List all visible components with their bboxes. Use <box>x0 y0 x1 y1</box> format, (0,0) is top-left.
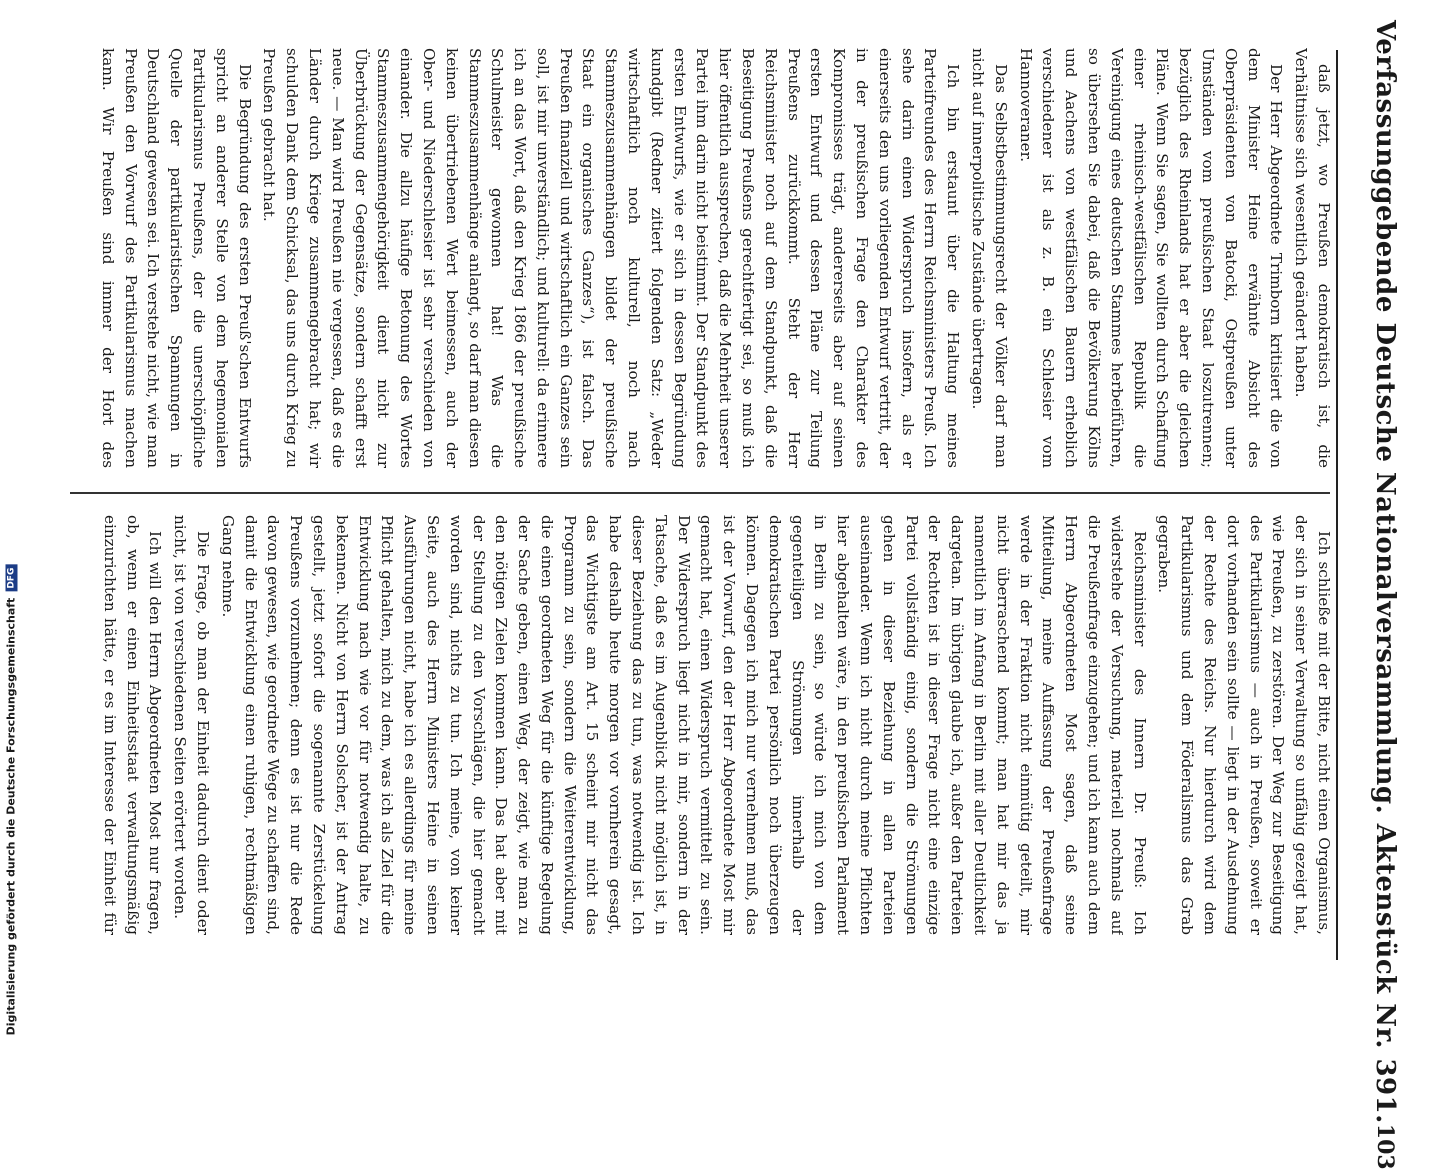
paragraph: Ich schließe mit der Bitte, nicht einen Organismus, der sich in seiner Verwaltung so unfähig gezeigt hat, wie Preußen, zu zerstören. Der Weg zur Beseitigung des Partikularismus — auch in Preußen, soweit er dort vorhanden sein sollte — liegt in der Ausdehnung der Rechte des Reichs. Nur hierdurch wird dem Partikularismus und dem Föderalismus das Grab gegraben. <box>1155 515 1333 935</box>
header-title: Verfassunggebende Deutsche Nationalversammlung. Aktenstück Nr. 391. <box>1370 20 1400 1124</box>
page-number: 103 <box>1372 1123 1398 1170</box>
paragraph: Der Herr Abgeordnete Trimborn kritisiert die von dem Minister Heine erwähnte Absicht des Oberpräsidenten von Batocki, Ostpreußen unter Umständen vom preußischen Staat loszutrennen; bezüglich des Rheinlands hat er aber die gleichen Pläne. Wenn Sie sagen, Sie wollten durch Schaffung einer rheinisch-westfälischen Republik die Vereinigung eines deutschen Stammes herbeiführen, so übersehen Sie dabei, daß die Bevölkerung Kölns und Aachens von westfälischen Bauern erheblich verschiedener ist als z. B. ein Schlesier vom Hannoveraner. <box>1016 48 1286 468</box>
credit-text: Digitalisierung gefördert durch die Deutsche Forschungsgemeinschaft <box>4 597 18 1036</box>
paragraph: Das Selbstbestimmungsrecht der Völker darf man nicht auf innerpolitische Zustände übertragen. <box>969 48 1010 468</box>
paragraph: Reichsminister des Innern Dr. Preuß: Ich widerstehe der Versuchung, materiell nochmals auf die Preußenfrage einzugehen; und ich kann auch dem Herrn Abgeordneten Most sagen, daß seine Mitteilung, meine Auffassung der Preußenfrage werde in der Fraktion nicht einmütig geteilt, mir nicht überraschend kommt; man hat mir das ja namentlich im Anfang in Berlin mit aller Deutlichkeit dargetan. Im übrigen glaube ich, außer den Parteien der Rechten ist in dieser Frage nicht eine einzige Partei vollständig einig, sondern die Strömungen gehen in dieser Beziehung in allen Parteien auseinander. Wenn ich nicht durch meine Pflichten hier abgehalten wäre, in den preußischen Parlament in Berlin zu sein, so würde ich mich von dem gegenteiligen Strömungen innerhalb der demokratischen Partei persönlich noch überzeugen können. Dagegen ich mich nur vernehmen muß, das ist der Vorwurf, den der Herr Abgeordnete Most mir gemacht hat, einen Widerspruch vermittelt zu sein. Der Widerspruch liegt nicht in mir, sondern in der Tatsache, daß es im Augenblick nicht möglich ist, in dieser Beziehung das zu tun, was notwendig ist. Ich habe deshalb heute morgen vor vornherein gesagt, das Wichtigste am Art. 15 scheint mir nicht das Programm zu sein, sondern die Weiterentwicklung, die einen geordneten Weg für die künftige Regelung der Sache geben, einen Weg, der zeigt, wie man zu den nötigen Zielen kommen kann. Das hat aber mit der Stellung zu den Vorschlägen, die hier gemacht worden sind, nichts zu tun. Ich meine, von keiner Seite, auch des Herrn Ministers Heine in seinen Ausführungen nicht, habe ich es allerdings für meine Pflicht gehalten, mich zu dem, was ich als Ziel für die Entwicklung nach wie vor für notwendig halte, zu bekennen. Nicht von Herrn Solscher, ist der Antrag gestellt, jetzt sofort die sogenannte Zerstückelung Preußens vorzunehmen; denn es ist nur die Rede davon gewesen, wie geordnete Wege zu schaffen sind, damit die Entwicklung einen ruhigen, rechtmäßigen Gang nehme. <box>218 515 1149 935</box>
running-header <box>1360 0 1410 1170</box>
text-column-top <box>95 48 1335 468</box>
paragraph: Ich bin erstaunt über die Haltung meines Parteifreundes des Herrn Reichsministers Preuß. Ich sehe darin einen Widerspruch insofern, als er einerseits den uns vorliegenden Entwurf vertritt, der in der preußischen Frage den Charakter des Kompromisses trägt, andererseits aber auf seinen ersten Entwurf und dessen Pläne zur Teilung Preußens zurückkommt. Steht der Herr Reichsminister noch auf dem Standpunkt, daß die Beseitigung Preußens gerechtfertigt sei, so muß ich hier öffentlich aussprechen, daß die Mehrheit unserer Partei ihm darin nicht beistimmt. Der Standpunkt des ersten Entwurfs, wie er sich in dessen Begründung kundgibt (Redner zitiert folgenden Satz: „Weder wirtschaftlich noch kulturell, noch nach Stammeszusammenhängen bildet der preußische Staat ein organisches Ganzes“), ist falsch. Das Preußen finanziell und wirtschaftlich ein Ganzes sein soll, ist mir unverständlich; und kulturell: da erinnere ich an das Wort, daß den Krieg 1866 der preußische Schulmeister gewonnen hat! Was die Stammeszusammenhänge anlangt, so darf man diesen keinen übertriebenen Wert beimessen, auch der Ober- und Niederschlesier ist sehr verschieden von einander. Die allzu häufige Betonung des Wortes Stammeszusammengehörigkeit dient nicht zur Überbrückung der Gegensätze, sondern schafft erst neue. — Man wird Preußen nie vergessen, daß es die Länder durch Kriege zusammengebracht hat; wir schulden Dank dem Schicksal, das uns durch Krieg zu Preußen gebracht hat. <box>260 48 963 468</box>
column-divider <box>70 492 1330 494</box>
paragraph: Ich will den Herrn Abgeordneten Most nur fragen, ob, wenn er einen Einheitsstaat verwaltungsmäßig einzurichten hätte, er es im Interesse der Einheit für <box>100 515 165 935</box>
paragraph: daß jetzt, wo Preußen demokratisch ist, die Verhältnisse sich wesentlich geändert haben. <box>1292 48 1333 468</box>
digitization-credit <box>0 0 22 1036</box>
paragraph: Die Frage, ob man der Einheit dadurch dient oder nicht, ist von verschiedenen Seiten erörtert worden. <box>171 515 212 935</box>
header-rule <box>1336 50 1338 960</box>
dfg-logo: DFG <box>5 565 17 592</box>
paragraph: Die Begründung des ersten Preuß'schen Entwurfs spricht an anderer Stelle von dem hegemonialen Partikularismus Preußens, der die unerschöpfliche Quelle der partikularistischen Spannungen in Deutschland gewesen sei. Ich verstehe nicht, wie man Preußen den Vorwurf des Partikularismus machen kann. Wir Preußen sind immer der Hort des <box>98 48 254 468</box>
text-column-bottom <box>95 515 1335 935</box>
